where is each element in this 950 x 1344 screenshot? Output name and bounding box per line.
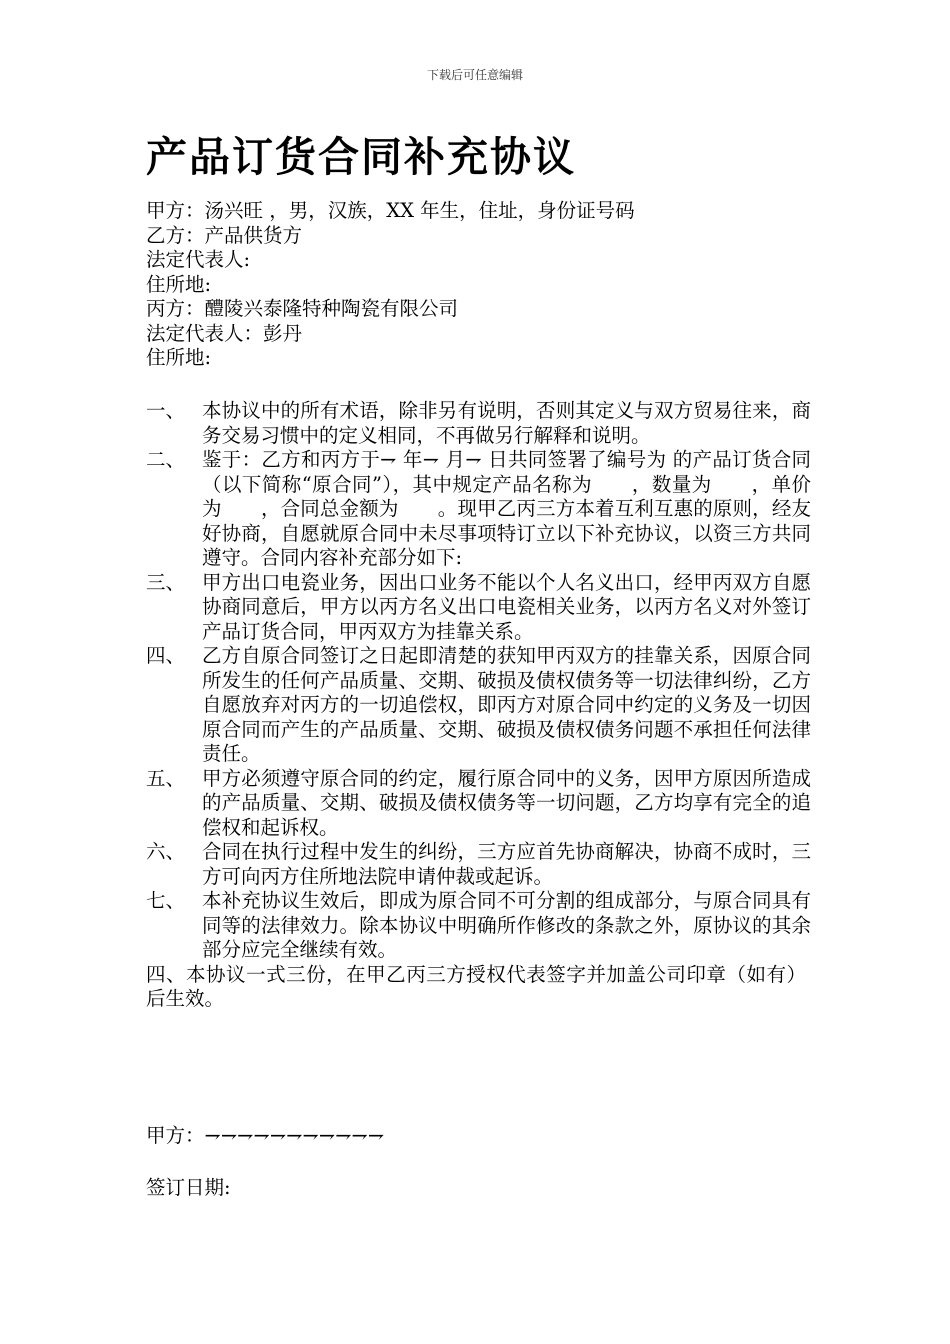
party-c-line: 丙方：醴陵兴泰隆特种陶瓷有限公司 [146, 297, 459, 320]
page-header: 下载后可任意编辑 [426, 68, 523, 82]
document-title: 产品订货合同补充协议 [146, 133, 576, 181]
clause-number: 六、 [146, 840, 186, 863]
clause [146, 644, 811, 767]
clause [146, 889, 811, 963]
clause-number: 三、 [146, 570, 186, 594]
clause [146, 840, 811, 889]
party-b-line: 乙方：产品供货方 [146, 223, 303, 247]
clause-text: 甲方必须遵守原合同的约定，履行原合同中的义务，因甲方原因所造成的产品质量、交期、破损及债权债务等一切问题，乙方均享有完全的追偿权和起诉权。 [202, 766, 811, 839]
clause-number: 四、 [146, 644, 186, 667]
clause-text: 甲方出口电瓷业务，因出口业务不能以个人名义出口，经甲丙双方自愿协商同意后，甲方以丙方名义出口电瓷相关业务，以丙方名义对外签订产品订货合同，甲丙双方为挂靠关系。 [202, 570, 811, 643]
signing-date-line: 签订日期: [146, 1176, 231, 1199]
clause-number: 七、 [146, 889, 186, 912]
party-b-representative: 法定代表人: [146, 248, 251, 271]
final-clause: 四、本协议一式三份，在甲乙丙三方授权代表签字并加盖公司印章（如有）后生效。 [146, 962, 806, 1010]
parties-block [146, 199, 826, 371]
party-b-address: 住所地: [146, 272, 212, 296]
clause-number: 二、 [146, 448, 186, 471]
clause-number: 一、 [146, 399, 186, 422]
clauses-block [146, 399, 811, 1012]
party-c-representative: 法定代表人：彭丹 [146, 321, 303, 345]
clause [146, 767, 811, 841]
clause-number: 五、 [146, 766, 186, 790]
clause [146, 571, 811, 645]
party-a-line: 甲方：汤兴旺 ，男，汉族，XX 年生，住址，身份证号码 [146, 199, 635, 222]
clause-text: 本协议中的所有术语，除非另有说明，否则其定义与双方贸易往来，商务交易习惯中的定义相同，不再做另行解释和说明。 [202, 399, 811, 447]
clause-text: 合同在执行过程中发生的纠纷，三方应首先协商解决，协商不成时，三方可向丙方住所地法院申请仲裁或起诉。 [202, 840, 811, 888]
clause-text: 鉴于：乙方和丙方于⇁ 年⇁ 月⇁ 日共同签署了编号为 的产品订货合同（以下简称“原合同”），其中规定产品名称为 ，数量为 ，单价为 ，合同总金额为 。现甲乙丙三方本着互利互惠的原则，经友好协商，自愿就原合同中未尽事项特订立以下补充协议，以资三方共同遵守。合同内容补充部分如下: [202, 448, 811, 569]
clause-text: 乙方自原合同签订之日起即清楚的获知甲丙双方的挂靠关系，因原合同所发生的任何产品质量、交期、破损及债权债务等一切法律纠纷，乙方自愿放弃对丙方的一切追偿权，即丙方对原合同中约定的义务及一切因原合同而产生的产品质量、交期、破损及债权债务问题不承担任何法律责任。 [202, 644, 811, 765]
party-c-address: 住所地: [146, 346, 212, 369]
clause-text: 本补充协议生效后，即成为原合同不可分割的组成部分，与原合同具有同等的法律效力。除本协议中明确所作修改的条款之外，原协议的其余部分应完全继续有效。 [202, 889, 811, 961]
clause [146, 399, 811, 448]
party-a-signature-line: 甲方：⇁⇁⇁⇁⇁⇁⇁⇁⇁⇁⇁ [146, 1124, 385, 1147]
clause [146, 448, 811, 571]
